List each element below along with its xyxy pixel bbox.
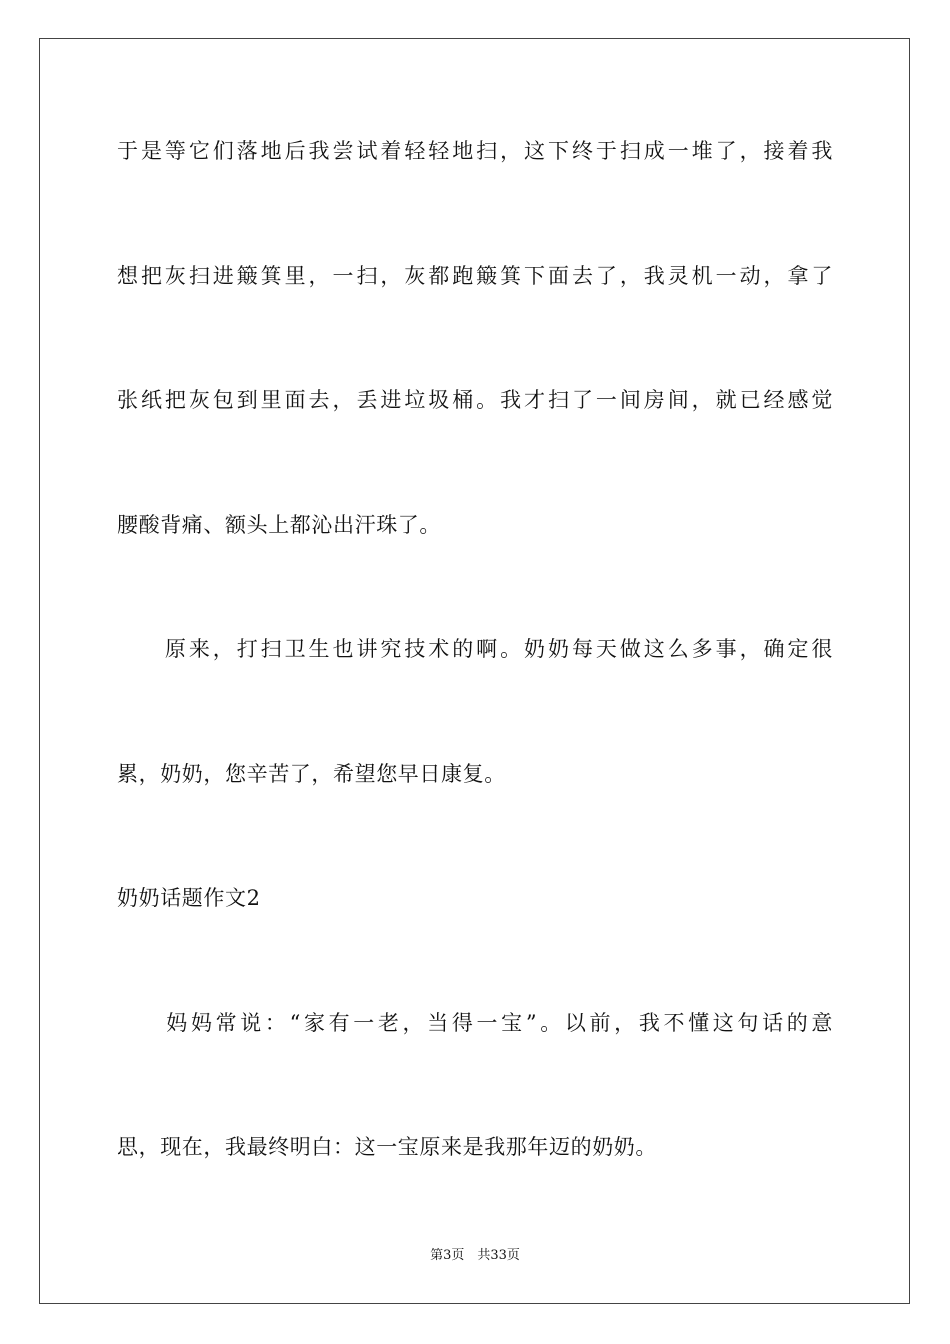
body-line-2: 想把灰扫进簸箕里，一扫，灰都跑簸箕下面去了，我灵机一动，拿了 <box>117 264 833 288</box>
body-line-8: 思，现在，我最终明白：这一宝原来是我那年迈的奶奶。 <box>117 1135 657 1159</box>
page-number-label: 第3页 共33页 <box>430 1248 520 1263</box>
section-heading: 奶奶话题作文2 <box>117 886 261 910</box>
body-line-6: 累，奶奶，您辛苦了，希望您早日康复。 <box>117 762 506 786</box>
body-line-1: 于是等它们落地后我尝试着轻轻地扫，这下终于扫成一堆了，接着我 <box>117 139 833 163</box>
body-line-3: 张纸把灰包到里面去，丢进垃圾桶。我才扫了一间房间，就已经感觉 <box>117 388 833 412</box>
body-line-4: 腰酸背痛、额头上都沁出汗珠了。 <box>117 513 441 537</box>
page-border <box>39 38 910 1304</box>
page-footer <box>0 1247 950 1265</box>
body-line-7: 妈妈常说：“家有一老，当得一宝”。以前，我不懂这句话的意 <box>117 1011 833 1035</box>
body-line-5: 原来，打扫卫生也讲究技术的啊。奶奶每天做这么多事，确定很 <box>117 637 833 661</box>
